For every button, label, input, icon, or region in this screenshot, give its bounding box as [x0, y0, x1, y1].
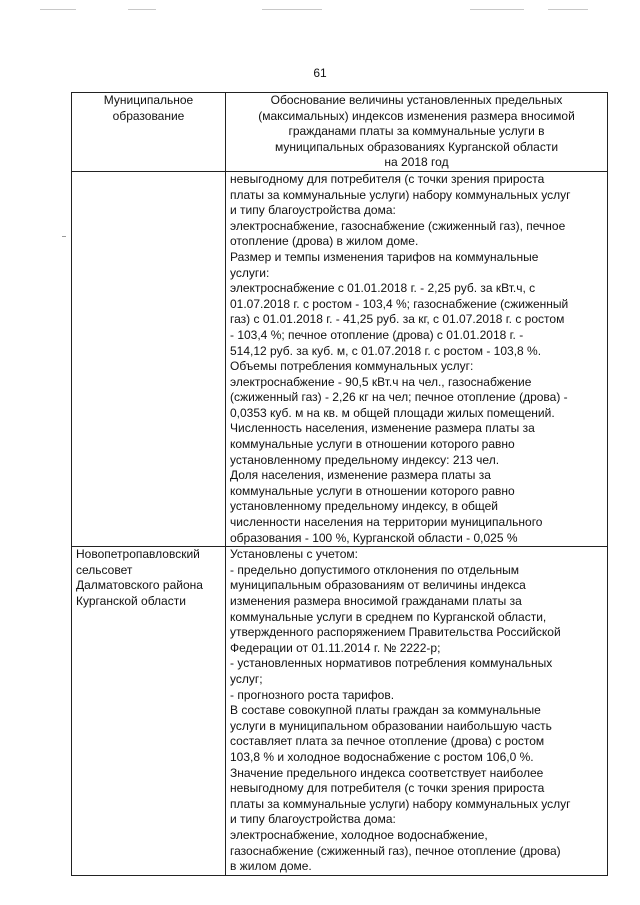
table-row	[72, 547, 608, 875]
text-line: платы за коммунальные услуги) набору коммунальных услуг	[230, 187, 571, 202]
text-line: муниципальным образованиям от величины индекса	[230, 578, 526, 593]
text-line: 514,12 руб. за куб. м, с 01.07.2018 г. с ростом - 103,8 %.	[230, 343, 542, 358]
text-line: (сжиженный газ) - 2,26 кг на чел; печное отопление (дрова) -	[230, 390, 568, 405]
text-line: коммунальные услуги в среднем по Курганской области,	[230, 609, 547, 624]
text-line: установленному предельному индексу, в общей	[230, 499, 498, 514]
table-row	[72, 171, 608, 546]
text-line: газоснабжение (сжиженный газ), печное отопление (дрова)	[230, 843, 561, 858]
header-text-line: гражданами платы за коммунальные услуги в	[288, 124, 545, 139]
text-line: Доля населения, изменение размера платы за	[230, 468, 491, 483]
text-line: электроснабжение с 01.01.2018 г. - 2,25 руб. за кВт.ч, с	[230, 281, 536, 296]
tariff-justification-table	[71, 92, 608, 876]
text-line: Далматовского района	[76, 578, 203, 593]
text-line: электроснабжение, холодное водоснабжение,	[230, 827, 488, 842]
justification-cell	[226, 171, 608, 546]
text-line: - предельно допустимого отклонения по отдельным	[230, 562, 519, 577]
text-line: утвержденного распоряжением Правительства Российской	[230, 625, 561, 640]
text-line: Размер и темпы изменения тарифов на коммунальные	[230, 249, 539, 264]
text-line: Новопетропавловский	[76, 547, 200, 562]
header-text-line: образование	[112, 108, 185, 123]
text-line: невыгодному для потребителя (с точки зрения прироста	[230, 171, 545, 186]
text-line: коммунальные услуги в отношении которого равно	[230, 437, 515, 452]
text-line: электроснабжение - 90,5 кВт.ч на чел., газоснабжение	[230, 374, 532, 389]
text-line: отопление (дрова) в жилом доме.	[230, 234, 419, 249]
header-text-line: Обоснование величины установленных предельных	[270, 93, 563, 107]
text-line: В составе совокупной платы граждан за коммунальные	[230, 703, 541, 718]
text-line: численности населения на территории муниципального	[230, 515, 543, 530]
margin-mark	[62, 236, 66, 237]
page-number: 61	[313, 66, 327, 80]
header-text-line: Муниципальное	[103, 93, 194, 107]
text-line: сельсовет	[76, 562, 133, 577]
text-line: установленному предельному индексу: 213 чел.	[230, 452, 500, 467]
text-line: 103,8 % и холодное водоснабжение с ростом 106,0 %.	[230, 749, 534, 764]
text-line: - прогнозного роста тарифов.	[230, 687, 395, 702]
text-line: услуги:	[230, 265, 270, 280]
text-line: коммунальные услуги в отношении которого равно	[230, 483, 515, 498]
scan-artifact	[128, 9, 156, 10]
text-line: - установленных нормативов потребления коммунальных	[230, 656, 553, 671]
text-line: Значение предельного индекса соответствует наиболее	[230, 765, 544, 780]
municipality-cell	[72, 171, 226, 546]
header-text-line: муниципальных образованиях Курганской области	[274, 139, 559, 154]
header-text-line: на 2018 год	[384, 155, 449, 170]
municipality-cell	[72, 547, 226, 875]
text-line: Объемы потребления коммунальных услуг:	[230, 359, 474, 374]
text-line: невыгодному для потребителя (с точки зрения прироста	[230, 781, 545, 796]
text-line: образования - 100 %, Курганской области - 0,025 %	[230, 530, 518, 545]
text-line: услуг;	[230, 671, 263, 686]
text-line: изменения размера вносимой гражданами платы за	[230, 594, 522, 608]
header-text-line: (максимальных) индексов изменения размера вносимой	[258, 108, 575, 123]
scan-artifact	[262, 9, 322, 10]
text-line: 01.07.2018 г. с ростом - 103,4 %; газоснабжение (сжиженный	[230, 296, 569, 311]
text-line: и типу благоустройства дома:	[230, 812, 396, 827]
justification-cell	[226, 547, 608, 875]
scan-artifact	[548, 9, 588, 10]
text-line: газ) с 01.01.2018 г. - 41,25 руб. за кг, с 01.07.2018 г. с ростом	[230, 312, 565, 327]
header-justification	[226, 93, 608, 172]
table-header-row	[72, 93, 608, 172]
text-line: Численность населения, изменение размера платы за	[230, 421, 535, 436]
header-municipality	[72, 93, 226, 172]
text-line: составляет плата за печное отопление (дрова) с ростом	[230, 734, 545, 749]
text-line: в жилом доме.	[230, 859, 312, 874]
text-line: - 103,4 %; печное отопление (дрова) с 01.01.2018 г. -	[230, 327, 524, 342]
text-line: услуги в муниципальном образовании наибольшую часть	[230, 718, 552, 733]
text-line: 0,0353 куб. м на кв. м общей площади жилых помещений.	[230, 405, 555, 420]
scan-artifact	[40, 9, 76, 10]
text-line: платы за коммунальные услуги) набору коммунальных услуг	[230, 796, 571, 811]
text-line: электроснабжение, газоснабжение (сжиженный газ), печное	[230, 218, 566, 233]
text-line: Установлены с учетом:	[230, 547, 358, 562]
text-line: Курганской области	[76, 594, 186, 608]
scan-artifact	[470, 9, 524, 10]
text-line: и типу благоустройства дома:	[230, 203, 396, 218]
text-line: Федерации от 01.11.2014 г. № 2222-р;	[230, 640, 441, 655]
